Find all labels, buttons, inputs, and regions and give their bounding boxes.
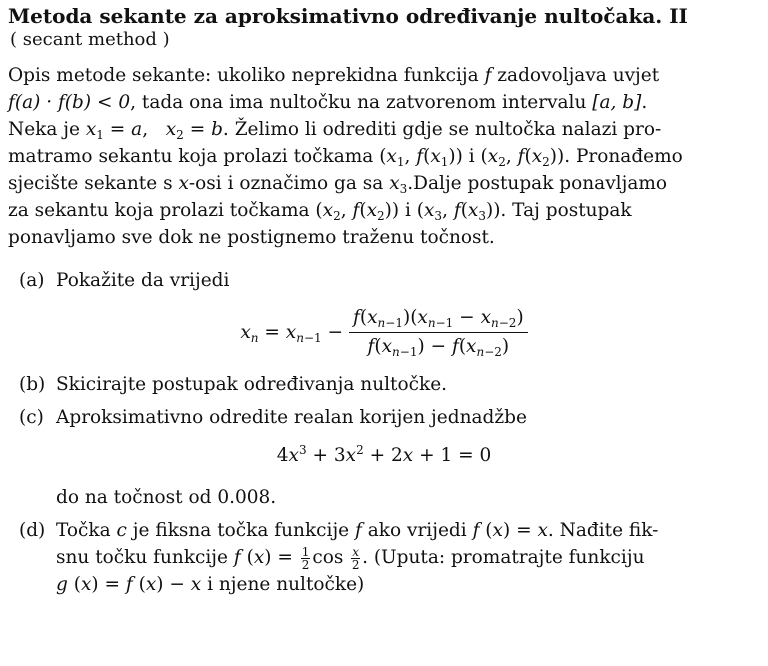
cubic-equation: $4x^3 + 3x^2 + 2x + 1 = 0$ — [276, 443, 492, 466]
task-item-a: (a) Pokažite da vrijedi — [19, 270, 230, 291]
document-subtitle: ( secant method ) — [10, 29, 170, 50]
document-title: Metoda sekante za aproksimativno određivanje nultočaka. II — [8, 4, 688, 28]
task-item-c-accuracy: do na točnost od 0.008. — [56, 487, 277, 508]
intro-paragraph: Opis metode sekante: ukoliko neprekidna funkcija f zadovoljava uvjet f(a) · f(b) < 0, tada ona ima nultočku na zatvorenom intervalu [a, b]. Neka je $x_1 = a$, $x_2 = b$. Želimo li odrediti gdje se nultočka nalazi pro- matramo sekantu koja prolazi točkama ($x_1$, $f(x_1)$) i ($x_2$, $f(x_2)$). Pronađemo sjecište sekante s x-osi i označimo ga sa $x_3.Dalje$ postupak ponavljamo za sekantu koja prolazi točkama ($x_2$, $f(x_2)$) i ($x_3$, $f(x_3)$). Taj postupak ponavljamo sve dok ne postignemo traženu točnost. — [8, 65, 683, 248]
task-list — [8, 267, 760, 598]
task-item-d: (d) Točka c je fiksna točka funkcije f ako vrijedi f (x) = x. Nađite fik- snu točku funkcije f (x) = $\frac{1}{2}$ cos $\frac{x}{2}$ . (Uputa: promatrajte funkciju g (x) = f (x) − x i njene nultočke) — [19, 520, 659, 595]
secant-formula: $x_n = x_{n-1}$ − $\frac{f(x_{n-1})(x_{n-1} - x_{n-2})}{f(x_{n-1}) - f(x_{n-2})}$ — [8, 306, 760, 359]
task-item-b: (b) Skicirajte postupak određivanja nultočke. — [19, 374, 448, 395]
task-item-c: (c) Aproksimativno odredite realan korijen jednadžbe — [19, 407, 527, 428]
